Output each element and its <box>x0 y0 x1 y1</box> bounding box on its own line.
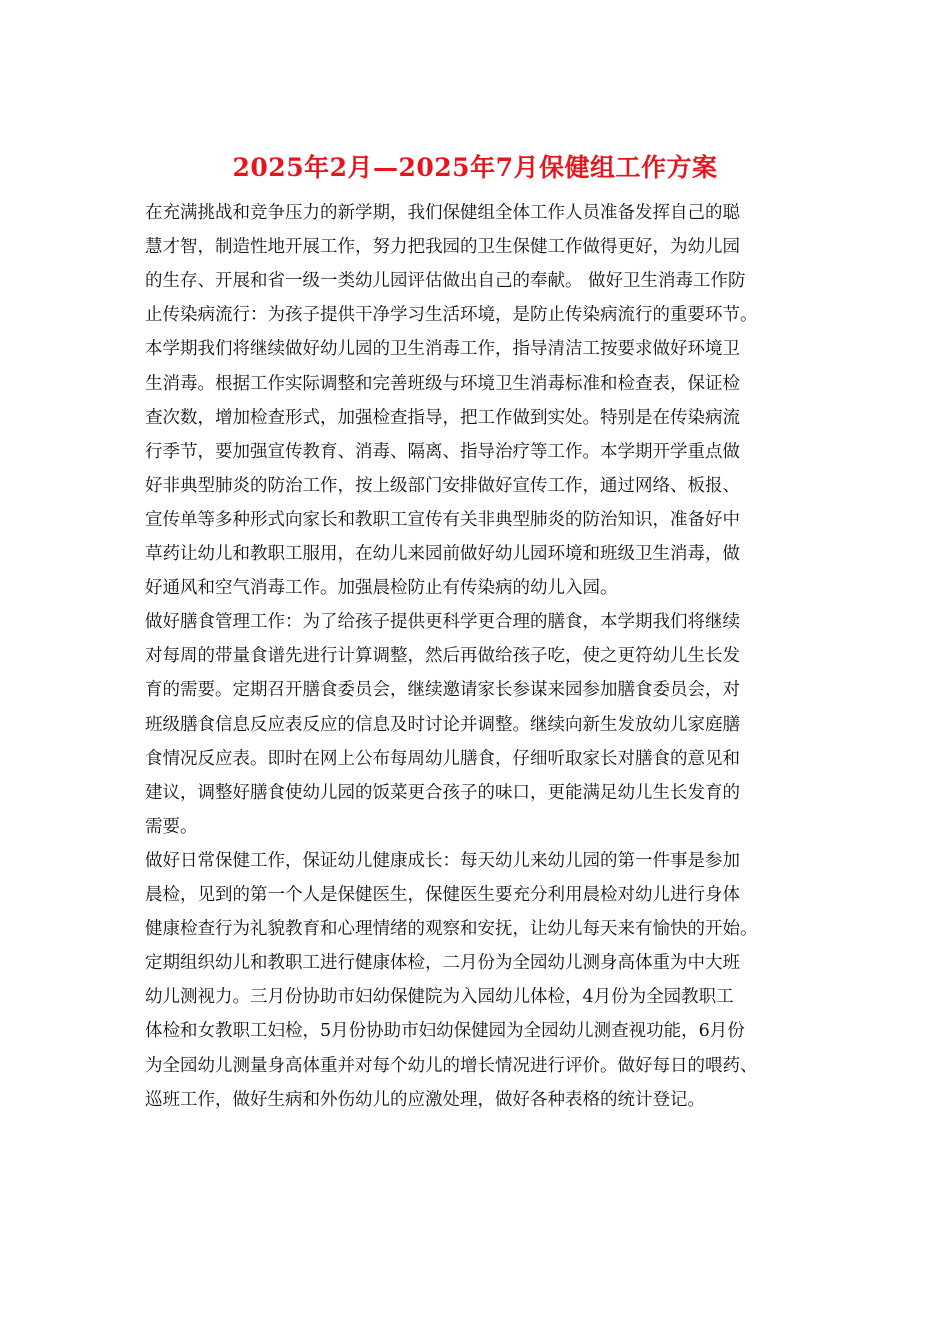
body-text-line: 在充满挑战和竞争压力的新学期，我们保健组全体工作人员准备发挥自己的聪 <box>145 203 740 223</box>
body-text-line: 建议，调整好膳食使幼儿园的饭菜更合孩子的味口，更能满足幼儿生长发育的 <box>145 782 740 803</box>
body-text-line: 草药让幼儿和教职工服用，在幼儿来园前做好幼儿园环境和班级卫生消毒，做 <box>145 544 740 564</box>
body-text-line: 幼儿测视力。三月份协助市妇幼保健院为入园幼儿体检，4月份为全园教职工 <box>145 987 734 1008</box>
body-text-line: 健康检查行为礼貌教育和心理情绪的观察和安抚，让幼儿每天来有愉快的开始。 <box>145 919 758 940</box>
body-text-line: 定期组织幼儿和教职工进行健康体检，二月份为全园幼儿测身高体重为中大班 <box>145 953 740 974</box>
body-text-line: 止传染病流行：为孩子提供干净学习生活环境，是防止传染病流行的重要环节。 <box>145 305 758 326</box>
body-text-line: 育的需要。定期召开膳食委员会，继续邀请家长参谋来园参加膳食委员会，对 <box>145 680 740 701</box>
body-text-line: 慧才智，制造性地开展工作，努力把我园的卫生保健工作做得更好，为幼儿园 <box>145 237 740 258</box>
body-text-line: 做好膳食管理工作：为了给孩子提供更科学更合理的膳食，本学期我们将继续 <box>145 612 740 633</box>
body-text-line: 好非典型肺炎的防治工作，按上级部门安排做好宣传工作，通过网络、板报、 <box>145 475 740 496</box>
body-text-line: 为全园幼儿测量身高体重并对每个幼儿的增长情况进行评价。做好每日的喂药、 <box>145 1055 758 1076</box>
body-text-line: 食情况反应表。即时在网上公布每周幼儿膳食，仔细听取家长对膳食的意见和 <box>145 748 740 769</box>
body-text-line: 需要。 <box>145 816 198 837</box>
body-text-line: 好通风和空气消毒工作。加强晨检防止有传染病的幼儿入园。 <box>145 578 618 599</box>
body-text-line: 体检和女教职工妇检，5月份协助市妇幼保健园为全园幼儿测查视功能，6月份 <box>145 1021 745 1042</box>
body-text-line: 行季节，要加强宣传教育、消毒、隔离、指导治疗等工作。本学期开学重点做 <box>145 441 740 462</box>
body-text-line: 宣传单等多种形式向家长和教职工宣传有关非典型肺炎的防治知识，准备好中 <box>145 509 740 530</box>
document-title: 2025年2月—2025年7月保健组工作方案 <box>232 153 718 182</box>
body-text-line: 晨检，见到的第一个人是保健医生，保健医生要充分利用晨检对幼儿进行身体 <box>145 885 740 905</box>
body-text-line: 班级膳食信息反应表反应的信息及时讨论并调整。继续向新生发放幼儿家庭膳 <box>145 714 740 735</box>
body-text-line: 对每周的带量食谱先进行计算调整，然后再做给孩子吃，使之更符幼儿生长发 <box>145 646 740 667</box>
body-text-line: 做好日常保健工作，保证幼儿健康成长：每天幼儿来幼儿园的第一件事是参加 <box>145 850 740 871</box>
body-text-line: 查次数，增加检查形式，加强检查指导，把工作做到实处。特别是在传染病流 <box>145 407 740 428</box>
body-text-line: 巡班工作，做好生病和外伤幼儿的应激处理，做好各种表格的统计登记。 <box>145 1089 705 1110</box>
body-text-line: 的生存、开展和省一级一类幼儿园评估做出自己的奉献。 做好卫生消毒工作防 <box>145 271 746 292</box>
body-text-line: 生消毒。根据工作实际调整和完善班级与环境卫生消毒标准和检查表，保证检 <box>145 373 740 394</box>
body-text-line: 本学期我们将继续做好幼儿园的卫生消毒工作，指导清洁工按要求做好环境卫 <box>145 339 740 360</box>
